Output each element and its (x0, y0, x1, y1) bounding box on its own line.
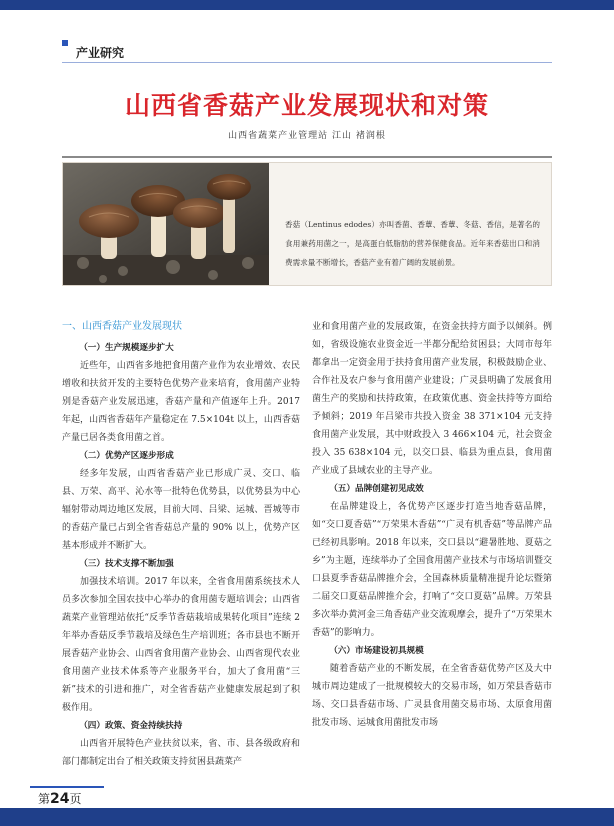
top-color-bar (0, 0, 614, 10)
paragraph: 业和食用菌产业的发展政策，在资金扶持方面予以倾斜。例如，省级设施农业资金近一半都分配给贫困县；大同市每年都拿出一定资金用于扶持食用菌产业发展，积极鼓励企业、合作社及农户参与食用菌产业建设；广灵县明确了发展食用菌生产的奖励和扶持政策，在政策优惠、资金扶持等方面给予倾斜；2019 年吕梁市共投入资金 38 371×104 元支持食用菌产业发展，其中财政投入 3 466×104 元，社会资金投入 35 638×104 元，以交口县、临县为重点县，食用菌产业成了县域农业的主导产业。 (312, 322, 552, 476)
subheading: （四）政策、资金持续扶持 (79, 721, 183, 731)
subheading: （二）优势产区逐步形成 (79, 451, 174, 461)
page-prefix: 第 (38, 792, 51, 806)
paragraph: 在品牌建设上，各优势产区逐步打造当地香菇品牌，如“交口夏香菇”“万荣果木香菇”“广灵有机香菇”等品牌产品已经初具影响。2018 年以来，交口县以“避暑胜地、夏菇之乡”为主题，连续举办了全国食用菌产业技术与市场培训暨交口县夏季香菇品牌推介会，全国森林质量精准提升论坛暨第二届交口夏菇品牌推介会，打响了“交口夏菇”品牌。万荣县多次举办黄河金三角香菇产业交流观摩会，提升了“万荣果木香菇”的影响力。 (312, 502, 552, 638)
subheading: （六）市场建设初具规模 (329, 646, 424, 656)
header-rule (62, 62, 552, 63)
article-title: 山西省香菇产业发展现状和对策 (124, 91, 489, 120)
subheading: （五）品牌创建初见成效 (329, 484, 424, 494)
feature-box (62, 162, 552, 286)
paragraph: 经多年发展，山西省香菇产业已形成广灵、交口、临县、万荣、高平、沁水等一批特色优势县，以优势县为中心辐射带动周边地区发展，目前大同、吕梁、运城、晋城等市的香菇产量已占到全省香菇总产量的 90% 以上，优势产区基本形成并不断扩大。 (62, 469, 300, 551)
section-tag: 产业研究 (76, 46, 125, 60)
feature-rule (62, 156, 552, 158)
subheading: （一）生产规模逐步扩大 (79, 343, 174, 353)
bottom-color-bar (0, 808, 614, 826)
page-number-value: 24 (50, 791, 70, 807)
author-line: 山西省蔬菜产业管理站 江山 褚润根 (228, 131, 386, 141)
left-column (62, 318, 300, 771)
shiitake-mushroom-photo (63, 163, 269, 286)
paragraph: 加强技术培训。2017 年以来，全省食用菌系统技术人员多次参加全国农技中心举办的食用菌专题培训会；山西省蔬菜产业管理站依托“反季节香菇栽培成果转化项目”连续 2 年举办香菇反季节栽培及绿色生产培训班；各市县也不断开展香菇产业协会、山西省食用菌产业协会、山西省现代农业食用菌产业技术体系等产业服务平台，加大了食用菌“三新”技术的引进和推广，对全省香菇产业健康发展起到了积极作用。 (62, 577, 300, 713)
section-tag-marker (62, 40, 68, 46)
paragraph: 随着香菇产业的不断发展，在全省香菇优势产区及大中城市周边建成了一批规模较大的交易市场，如万荣县香菇市场、交口县香菇市场、广灵县食用菌交易市场、太原食用菌批发市场、运城食用菌批发市场 (312, 664, 552, 728)
feature-summary: 香菇（Lentinus edodes）亦叫香菌、香蕈、香蕈、冬菇、香信，是著名的食用兼药用菌之一，是高蛋白低脂肪的营养保健食品。近年来香菇出口和消费需求量不断增长，香菇产业有着广阔的发展前景。 (285, 220, 540, 267)
right-column (312, 318, 552, 732)
paragraph: 山西省开展特色产业扶贫以来，省、市、县各级政府和部门都制定出台了相关政策支持贫困县蔬菜产 (62, 739, 300, 767)
paragraph: 近些年，山西省多地把食用菌产业作为农业增效、农民增收和扶贫开发的主要特色优势产业来培育，食用菌产业特别是香菇产业发展迅速，香菇产量和产值逐年上升。2017 年起，山西省香菇年产量稳定在 7.5×104t 以上，山西香菇产量已居各类食用菌之首。 (62, 361, 300, 443)
page-suffix: 页 (69, 792, 82, 806)
subheading: （三）技术支撑不断加强 (79, 559, 174, 569)
section-heading: 一、山西香菇产业发展现状 (62, 321, 182, 332)
page-number (38, 790, 82, 807)
